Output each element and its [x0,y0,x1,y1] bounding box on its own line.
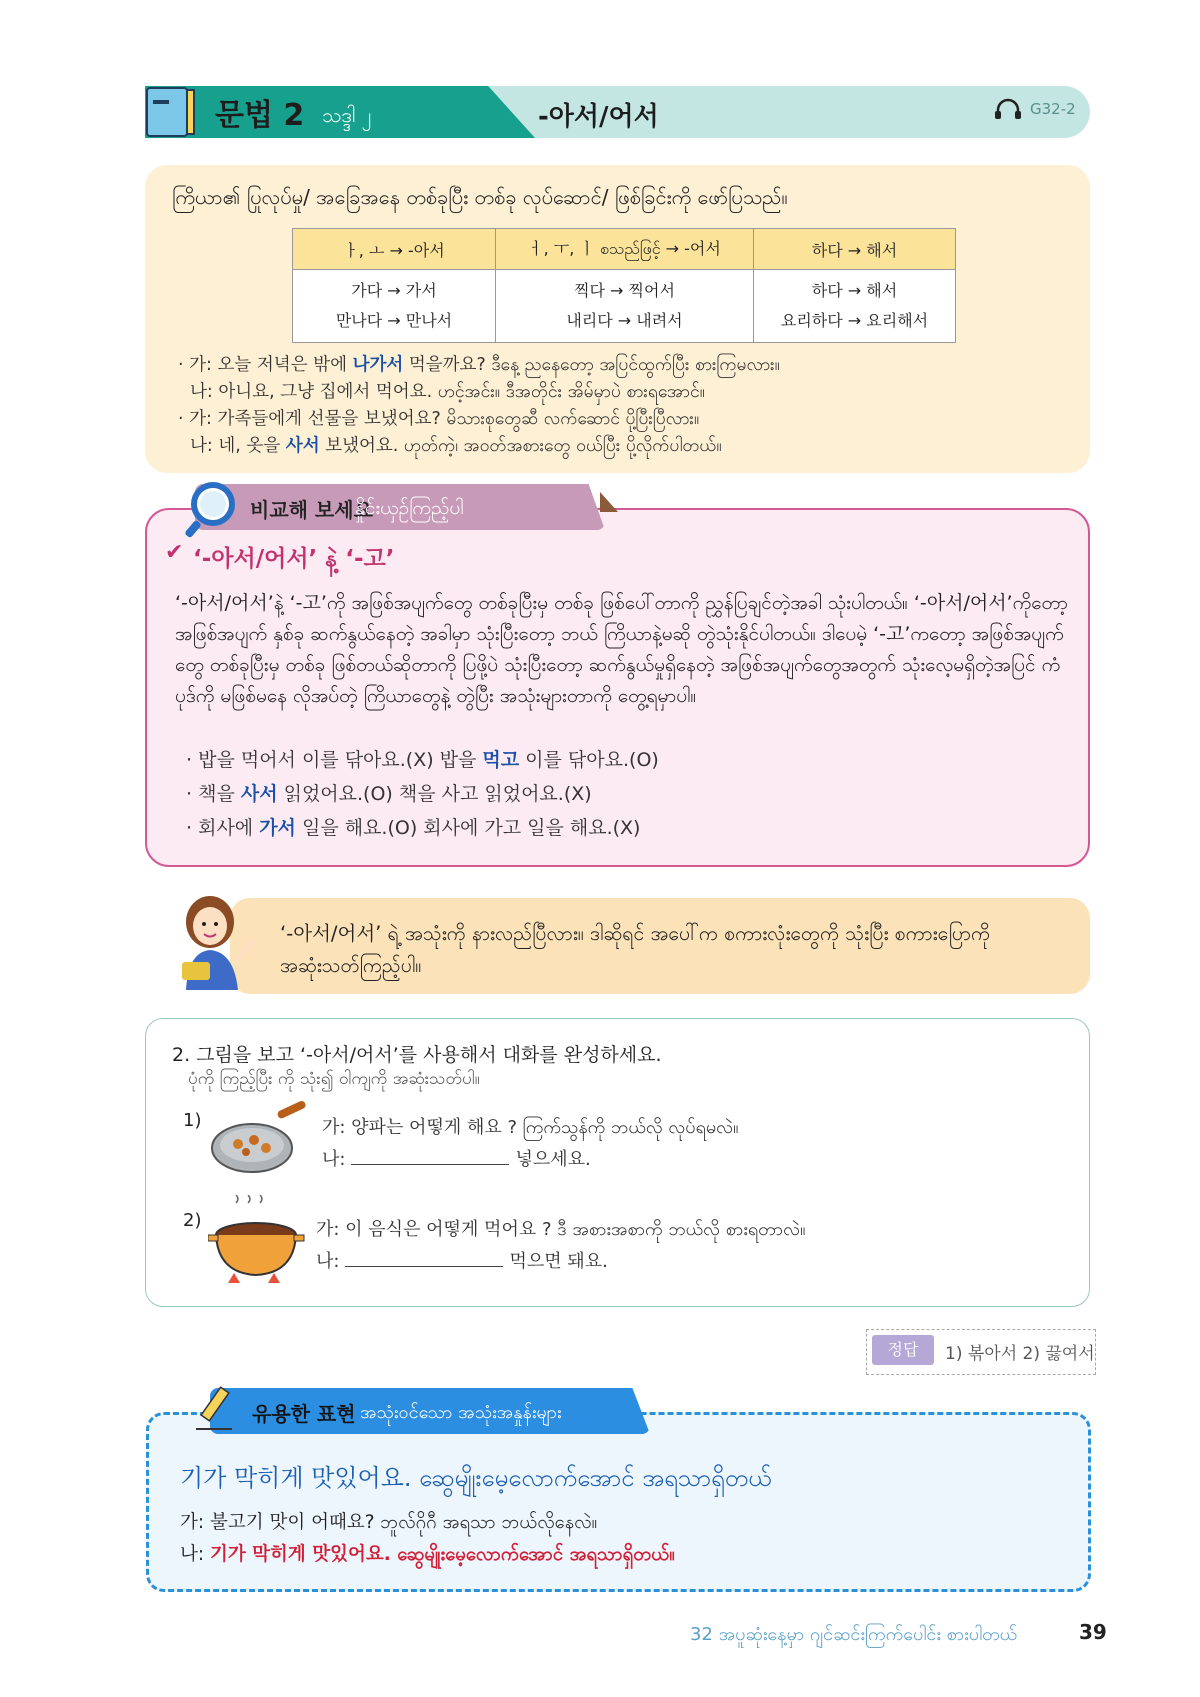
tip-text: ‘-아서/어서’ ရဲ့ အသုံးကို နားလည်ပြီလား။ ဒါဆိုရင် အပေါ်က စကားလုံးတွေကို သုံးပြီး စကားပြောကို အဆုံးသတ်ကြည့်ပါ။ [280,922,991,977]
answer-blank[interactable] [345,1248,503,1267]
table-cell-line: 찍다 → 찍어서 [574,281,675,300]
answer-text: 1) 볶아서 2) 끓여서 [945,1344,1095,1364]
pencil-icon [192,1385,236,1433]
exercise-question: 2. 그림을 보고 ‘-아서/어서’를 사용해서 대화를 완성하세요. [172,1044,662,1066]
teacher-illustration [172,890,262,990]
example-text: 먹을까요? ဒီနေ့ ညနေတော့ အပြင်ထွက်ပြီး စားကြမလား။ [403,355,780,375]
useful-main-expression: 기가 막히게 맛있어요. ဆွေမျိုးမေ့လောက်အောင် အရသာရှိတယ် [180,1464,772,1492]
example-highlight: 나가서 [352,355,404,375]
speaker-label: 가: [189,409,212,429]
example-text: 이를 닦아요.(O) [519,749,659,771]
soup-pot-illustration [208,1195,308,1295]
useful-answer-highlight: 기가 막히게 맛있어요. ဆွေမျိုးမေ့လောက်အောင် အရသာရှိတယ်။ [210,1544,675,1565]
grammar-intro: ကြိယာ၏ ပြုလုပ်မှု/ အခြေအနေ တစ်ခုပြီး တစ်ခု လုပ်ဆောင်/ ဖြစ်ခြင်းကို ဖော်ပြသည်။ [172,185,788,209]
table-header: 하다 → 해서 [754,229,956,270]
example-text: 읽었어요.(O) 책을 사고 읽었어요.(X) [277,783,592,805]
compare-heading: ‘-아서/어서’ နဲ့ ‘-고’ [193,546,395,572]
section-title: 문법 2 [215,98,305,133]
dialogue-ga: 가: 이 음식은 어떻게 먹어요 ? ဒီ အစားအစာကို ဘယ်လို စားရတာလဲ။ [316,1219,806,1240]
example-highlight: 가서 [259,817,296,839]
useful-title: 유용한 표현 [252,1402,356,1426]
example-line: · 가: 오늘 저녁은 밖에 나가서 먹을까요? ဒီနေ့ ညနေတော့ အပြင်ထွက်ပြီး စားကြမလား။ [178,355,780,375]
page-number: 39 [1079,1620,1107,1644]
table-cell [496,270,754,343]
table-header: ㅏ, ㅗ → -아서 [293,229,496,270]
checkmark-icon: ✔ [165,540,184,565]
frying-pan-illustration [208,1100,308,1176]
table-cell-line: 가다 → 가서 [351,281,437,300]
dialogue-ending: 넣으세요. [515,1149,591,1170]
example-text: 일을 해요.(O) 회사에 가고 일을 해요.(X) [295,817,641,839]
example-text: 보냈어요. ဟုတ်ကဲ့၊ အဝတ်အစားတွေ ဝယ်ပြီး ပို့လိုက်ပါတယ်။ [319,436,722,456]
table-cell [293,270,496,343]
chapter-footer: 32 အပူဆုံးနေ့မှာ ဂျင်ဆင်းကြက်ပေါင်း စားပါတယ် [690,1624,1018,1645]
table-header: ㅓ, ㅜ, ㅣ စသည်ဖြင့် → -어서 [496,229,754,270]
example-text: 네, 옷을 [218,436,286,456]
table-cell-line: 요리하다 → 요리해서 [780,311,929,330]
tab-fold [600,492,618,512]
compare-example: · 회사에 가서 일을 해요.(O) 회사에 가고 일을 해요.(X) [186,817,641,839]
answer-blank[interactable] [351,1146,509,1165]
book-icon [145,86,197,138]
compare-title-my: နှိုင်းယှဉ်ကြည့်ပါ [355,497,464,519]
speaker-label: 나: [190,382,213,402]
item-number: 2) [183,1210,202,1231]
example-line [190,432,722,460]
speaker-label: 나: [190,436,213,456]
speaker-label: 나: [180,1544,205,1565]
useful-dialogue-ga: 가: 불고기 맛이 어때요? ဘူလ်ဂိုဂီ အရသာ ဘယ်လိုနေလဲ။ [180,1512,598,1533]
compare-example: · 책을 사서 읽었어요.(O) 책을 사고 읽었어요.(X) [186,783,592,805]
table-cell-line: 내리다 → 내려서 [566,311,683,330]
example-highlight: 사서 [240,783,278,805]
example-highlight: 먹고 [482,749,520,771]
table-cell-line: 하다 → 해서 [811,281,898,300]
conjugation-table [292,228,956,343]
example-line [190,378,705,406]
item-number: 1) [183,1110,202,1131]
exercise-instruction-my: ပုံကို ကြည့်ပြီး ကို သုံး၍ ဝါကျကို အဆုံးသတ်ပါ။ [188,1069,480,1089]
dialogue-na [322,1145,591,1171]
example-text: 책을 [198,783,241,805]
example-line: · 가: 가족들에게 선물을 보냈어요? မိသားစုတွေဆီ လက်ဆောင် ပို့ပြီးပြီလား။ [178,409,700,429]
magnifier-icon [183,480,239,540]
dialogue-ga: 가: 양파는 어떻게 해요 ? ကြက်သွန်ကို ဘယ်လို လုပ်ရမလဲ။ [322,1117,739,1138]
example-text: 아니요, 그냥 집에서 먹어요. ဟင့်အင်း။ ဒီအတိုင်း အိမ်မှာပဲ စားရအောင်။ [218,382,705,402]
speaker-label: 가: [189,355,212,375]
table-cell-line: 만나다 → 만나서 [335,311,453,330]
dialogue-ending: 먹으면 돼요. [509,1251,608,1272]
compare-paragraph: ‘-아서/어서’နဲ့ ‘-고’ကို အဖြစ်အပျက်တွေ တစ်ခုပြီးမှ တစ်ခု ဖြစ်ပေါ်တာကို ညွှန်ပြချင်တဲ့အခါ သုံးပါတယ်။ ‘-아서/어서’ကိုတော့ အဖြစ်အပျက် နှစ်ခု ဆက်နွယ်နေတဲ့ အခါမှာ သုံးပြီးတော့ ဘယ် ကြိယာနဲ့မဆို တွဲသုံးနိုင်ပါတယ်။ ဒါပေမဲ့ ‘-고’ကတော့ အဖြစ်အပျက်တွေ တစ်ခုပြီးမှ တစ်ခု ဖြစ်တယ်ဆိုတာကို ပြဖို့ပဲ သုံးပြီးတော့ ဆက်နွယ်မှုရှိနေတဲ့ အဖြစ်အပျက်တွေအတွက် သုံးလေ့မရှိတဲ့အပြင် ကံပုဒ်ကို မဖြစ်မနေ လိုအပ်တဲ့ ကြိယာတွေနဲ့ တွဲပြီး အသုံးများတာကို တွေ့ရမှာပါ။ [175,592,1068,707]
example-text: 회사에 [198,817,260,839]
section-title-my: သဒ္ဒါ ၂ [322,103,372,127]
speaker-label: 나: [322,1149,346,1170]
dialogue-na [316,1247,608,1273]
answer-badge: 정답 [872,1335,934,1365]
headphone-icon[interactable] [994,98,1028,120]
table-cell [754,270,956,343]
useful-dialogue-na [180,1540,675,1570]
compare-example: · 밥을 먹어서 이를 닦아요.(X) 밥을 먹고 이를 닦아요.(O) [186,749,659,771]
compare-title: 비교해 보세요 [250,498,373,522]
example-text: 오늘 저녁은 밖에 [217,355,353,375]
useful-title-my: အသုံးဝင်သော အသုံးအနှုန်းများ [360,1402,562,1423]
example-text: 가족들에게 선물을 보냈어요? မိသားစုတွေဆီ လက်ဆောင် ပို့ပြီးပြီလား။ [217,409,700,429]
example-highlight: 사서 [285,436,320,456]
audio-track-code[interactable]: G32-2 [1030,100,1076,118]
grammar-pattern: -아서/어서 [538,102,659,132]
example-text: 밥을 먹어서 이를 닦아요.(X) 밥을 [198,749,483,771]
speaker-label: 나: [316,1251,340,1272]
